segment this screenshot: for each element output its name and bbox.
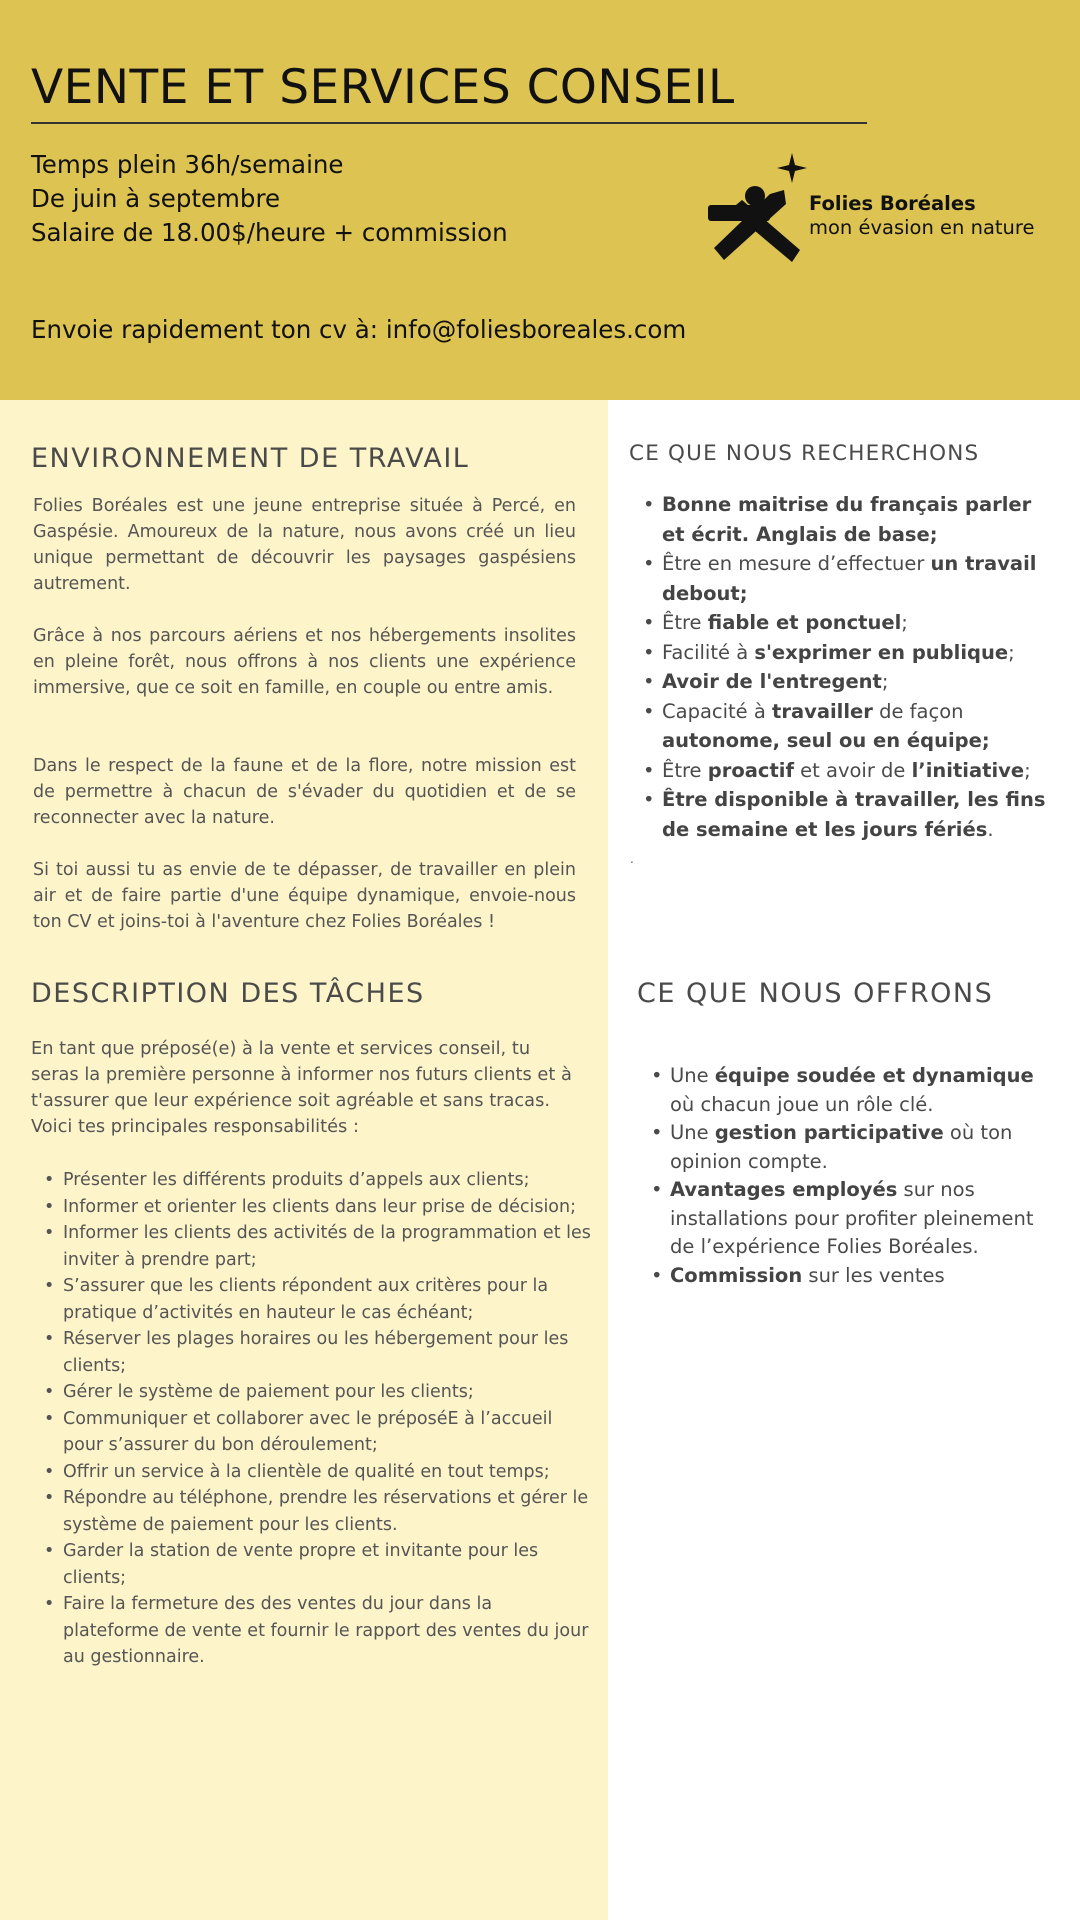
tasks-intro: En tant que préposé(e) à la vente et services conseil, tu seras la première personne à informer nos futurs clients et à t'assurer que leur expérience soit agréable et sans tracas. Voici tes principales responsabilités :: [31, 1038, 572, 1137]
logo-tagline: mon évasion en nature: [809, 216, 1035, 239]
tasks-list: [31, 1167, 591, 1671]
task-item: • Réserver les plages horaires ou les hébergement pour les clients;: [31, 1326, 591, 1379]
needs-item: • Être en mesure d’effectuer un travail debout;: [630, 549, 1060, 608]
task-item: • Informer les clients des activités de la programmation et les inviter à prendre part;: [31, 1220, 591, 1273]
offer-item: • Une gestion participative où ton opinion compte.: [638, 1119, 1058, 1176]
task-item: • Offrir un service à la clientèle de qualité en tout temps;: [31, 1459, 591, 1486]
offers-list: [638, 1062, 1058, 1290]
task-item: • Présenter les différents produits d’appels aux clients;: [31, 1167, 591, 1194]
header-banner: [0, 0, 1080, 400]
section-heading-environment: ENVIRONNEMENT DE TRAVAIL: [31, 443, 470, 474]
task-item: • Gérer le système de paiement pour les clients;: [31, 1379, 591, 1406]
company-logo: [700, 150, 1060, 270]
task-item: • Informer et orienter les clients dans leur prise de décision;: [31, 1194, 591, 1221]
contact-line: Envoie rapidement ton cv à: info@foliesboreales.com: [31, 315, 687, 344]
needs-item: • Être proactif et avoir de l’initiative;: [630, 756, 1060, 786]
needs-item: • Avoir de l'entregent;: [630, 667, 1060, 697]
section-heading-offers: CE QUE NOUS OFFRONS: [637, 978, 994, 1009]
section-heading-needs: CE QUE NOUS RECHERCHONS: [629, 441, 980, 466]
offer-item: • Commission sur les ventes: [638, 1262, 1058, 1291]
task-item: • Communiquer et collaborer avec le préposéE à l’accueil pour s’assurer du bon déroulement;: [31, 1406, 591, 1459]
needs-item: • Facilité à s'exprimer en publique;: [630, 638, 1060, 668]
job-detail-salary: Salaire de 18.00$/heure + commission: [31, 218, 508, 247]
job-detail-period: De juin à septembre: [31, 184, 281, 213]
environment-paragraph-3: Dans le respect de la faune et de la flore, notre mission est de permettre à chacun de s'évader du quotidien et de se reconnecter avec la nature.: [33, 756, 576, 828]
environment-paragraph-2: Grâce à nos parcours aériens et nos hébergements insolites en pleine forêt, nous offrons à nos clients une expérience immersive, que ce soit en famille, en couple ou entre amis.: [33, 626, 576, 698]
task-item: • Garder la station de vente propre et invitante pour les clients;: [31, 1538, 591, 1591]
page-title: VENTE ET SERVICES CONSEIL: [31, 60, 735, 115]
needs-item: • Être fiable et ponctuel;: [630, 608, 1060, 638]
offer-item: • Une équipe soudée et dynamique où chacun joue un rôle clé.: [638, 1062, 1058, 1119]
star-person-logo-icon: [700, 150, 810, 270]
job-details: [31, 148, 508, 250]
section-heading-tasks: DESCRIPTION DES TÂCHES: [31, 978, 425, 1009]
job-detail-schedule: Temps plein 36h/semaine: [31, 150, 344, 179]
needs-list: [630, 490, 1060, 844]
logo-brand-name: Folies Boréales: [809, 192, 976, 215]
environment-paragraph-4: Si toi aussi tu as envie de te dépasser, de travailler en plein air et de faire partie d'une équipe dynamique, envoie-nous ton CV et joins-toi à l'aventure chez Folies Boréales !: [33, 860, 576, 932]
offer-item: • Avantages employés sur nos installations pour profiter pleinement de l’expérience Folies Boréales.: [638, 1176, 1058, 1262]
needs-item: • Être disponible à travailler, les fins de semaine et les jours fériés.: [630, 785, 1060, 844]
task-item: • Faire la fermeture des des ventes du jour dans la plateforme de vente et fournir le rapport des ventes du jour au gestionnaire.: [31, 1591, 591, 1671]
task-item: • S’assurer que les clients répondent aux critères pour la pratique d’activités en hauteur le cas échéant;: [31, 1273, 591, 1326]
task-item: • Répondre au téléphone, prendre les réservations et gérer le système de paiement pour les clients.: [31, 1485, 591, 1538]
environment-paragraph-1: Folies Boréales est une jeune entreprise située à Percé, en Gaspésie. Amoureux de la nature, nous avons créé un lieu unique permettant de découvrir les paysages gaspésiens autrement.: [33, 496, 576, 594]
stray-period: .: [630, 852, 634, 866]
title-underline: [31, 122, 867, 124]
needs-item: • Capacité à travailler de façon autonome, seul ou en équipe;: [630, 697, 1060, 756]
needs-item: • Bonne maitrise du français parler et écrit. Anglais de base;: [630, 490, 1060, 549]
